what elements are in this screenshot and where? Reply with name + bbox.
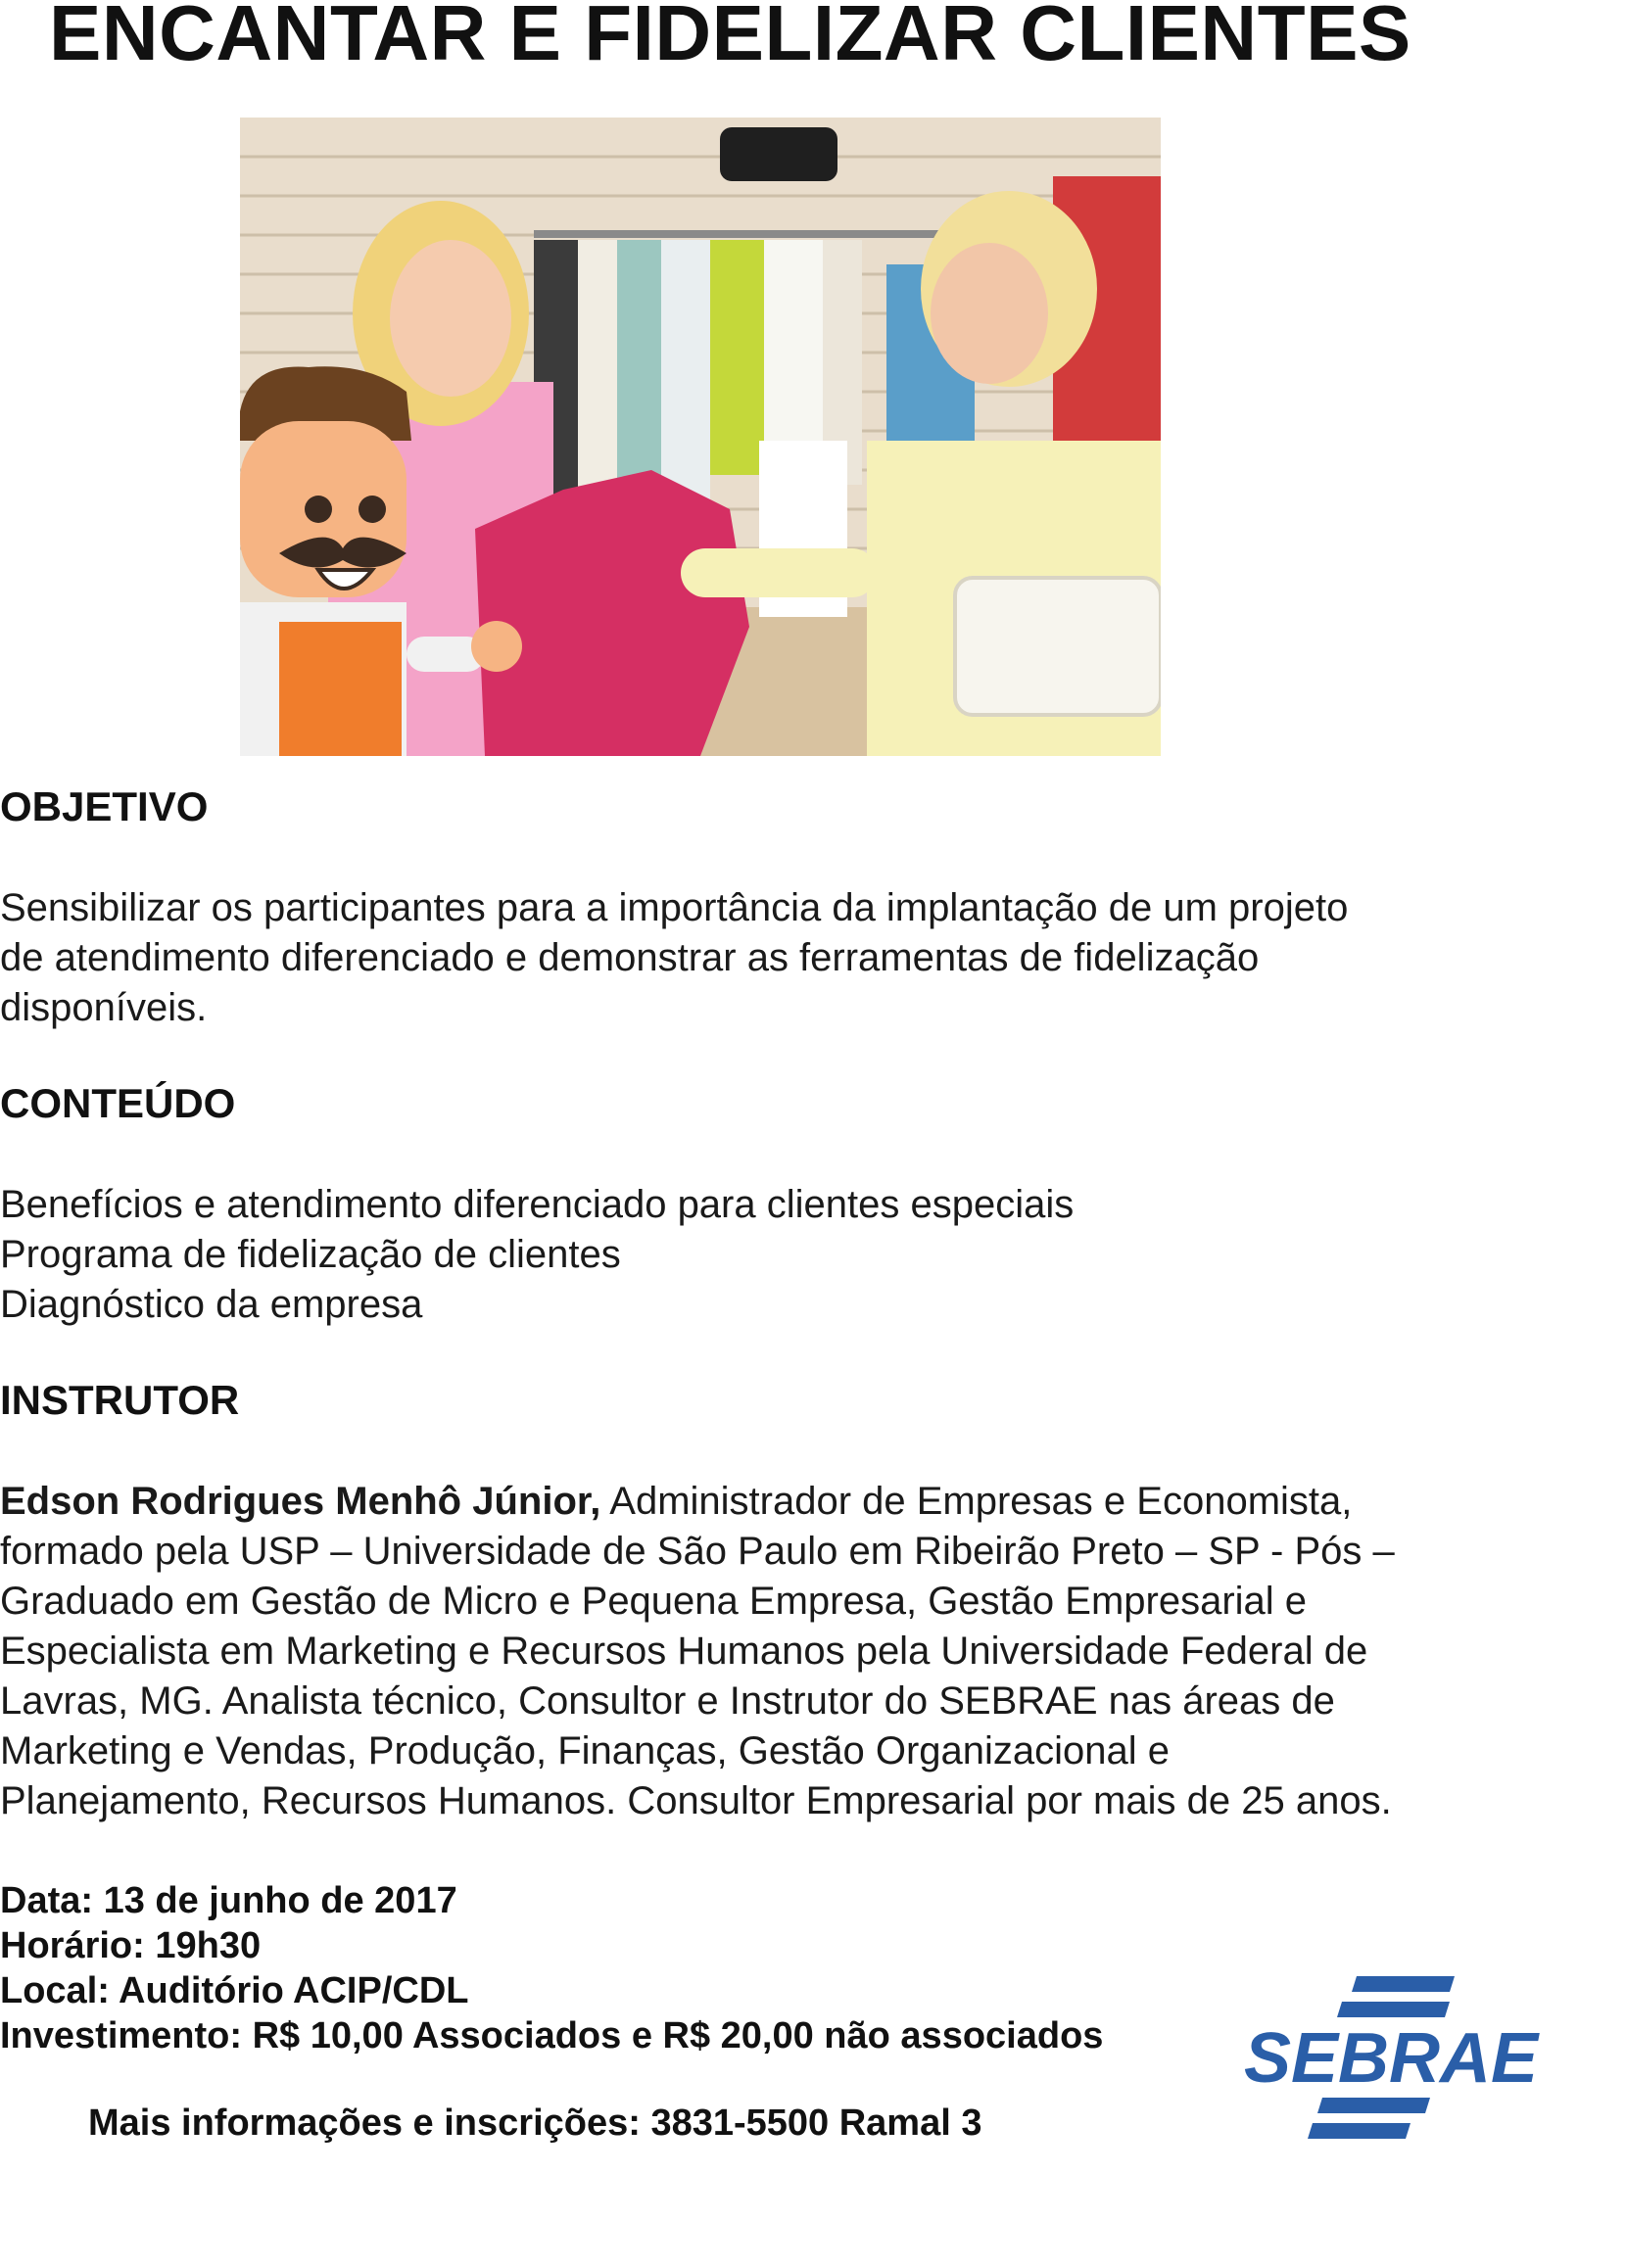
objetivo-line: de atendimento diferenciado e demonstrar as ferramentas de fidelização xyxy=(0,936,1260,979)
instrutor-line: Planejamento, Recursos Humanos. Consultor Empresarial por mais de 25 anos. xyxy=(0,1779,1392,1822)
instrutor-line: Especialista em Marketing e Recursos Humanos pela Universidade Federal de xyxy=(0,1630,1368,1673)
conteudo-heading: CONTEÚDO xyxy=(0,1080,236,1126)
instrutor-bio xyxy=(0,1477,1395,1826)
objetivo-line: Sensibilizar os participantes para a importância da implantação de um projeto xyxy=(0,886,1349,929)
event-location: Local: Auditório ACIP/CDL xyxy=(0,1970,469,2011)
page-title: ENCANTAR E FIDELIZAR CLIENTES xyxy=(49,0,1411,76)
objetivo-text xyxy=(0,883,1348,1033)
event-date: Data: 13 de junho de 2017 xyxy=(0,1880,457,1921)
store-photo xyxy=(240,118,1161,756)
objetivo-heading: OBJETIVO xyxy=(0,783,209,829)
event-info xyxy=(0,1878,1103,2058)
instrutor-first-line-rest: Administrador de Empresas e Economista, xyxy=(600,1480,1353,1523)
event-price: Investimento: R$ 10,00 Associados e R$ 20,00 não associados xyxy=(0,2015,1104,2056)
instrutor-line: Marketing e Vendas, Produção, Finanças, Gestão Organizacional e xyxy=(0,1729,1171,1772)
conteudo-item: Programa de fidelização de clientes xyxy=(0,1233,621,1276)
conteudo-list xyxy=(0,1180,1074,1330)
instrutor-line: formado pela USP – Universidade de São Paulo em Ribeirão Preto – SP - Pós – xyxy=(0,1530,1395,1573)
sebrae-logo-text: SEBRAE xyxy=(1243,2019,1539,2098)
conteudo-item: Diagnóstico da empresa xyxy=(0,1283,423,1326)
sebrae-logo xyxy=(1229,1968,1553,2145)
objetivo-line: disponíveis. xyxy=(0,986,208,1029)
instrutor-line: Lavras, MG. Analista técnico, Consultor e Instrutor do SEBRAE nas áreas de xyxy=(0,1679,1335,1723)
event-time: Horário: 19h30 xyxy=(0,1925,262,1966)
instrutor-name: Edson Rodrigues Menhô Júnior, xyxy=(0,1480,601,1523)
conteudo-item: Benefícios e atendimento diferenciado para clientes especiais xyxy=(0,1183,1075,1226)
more-info: Mais informações e inscrições: 3831-5500 Ramal 3 xyxy=(88,2103,982,2144)
instrutor-first-line xyxy=(0,1477,1395,1527)
instrutor-line: Graduado em Gestão de Micro e Pequena Empresa, Gestão Empresarial e xyxy=(0,1580,1308,1623)
instrutor-heading: INSTRUTOR xyxy=(0,1377,240,1423)
